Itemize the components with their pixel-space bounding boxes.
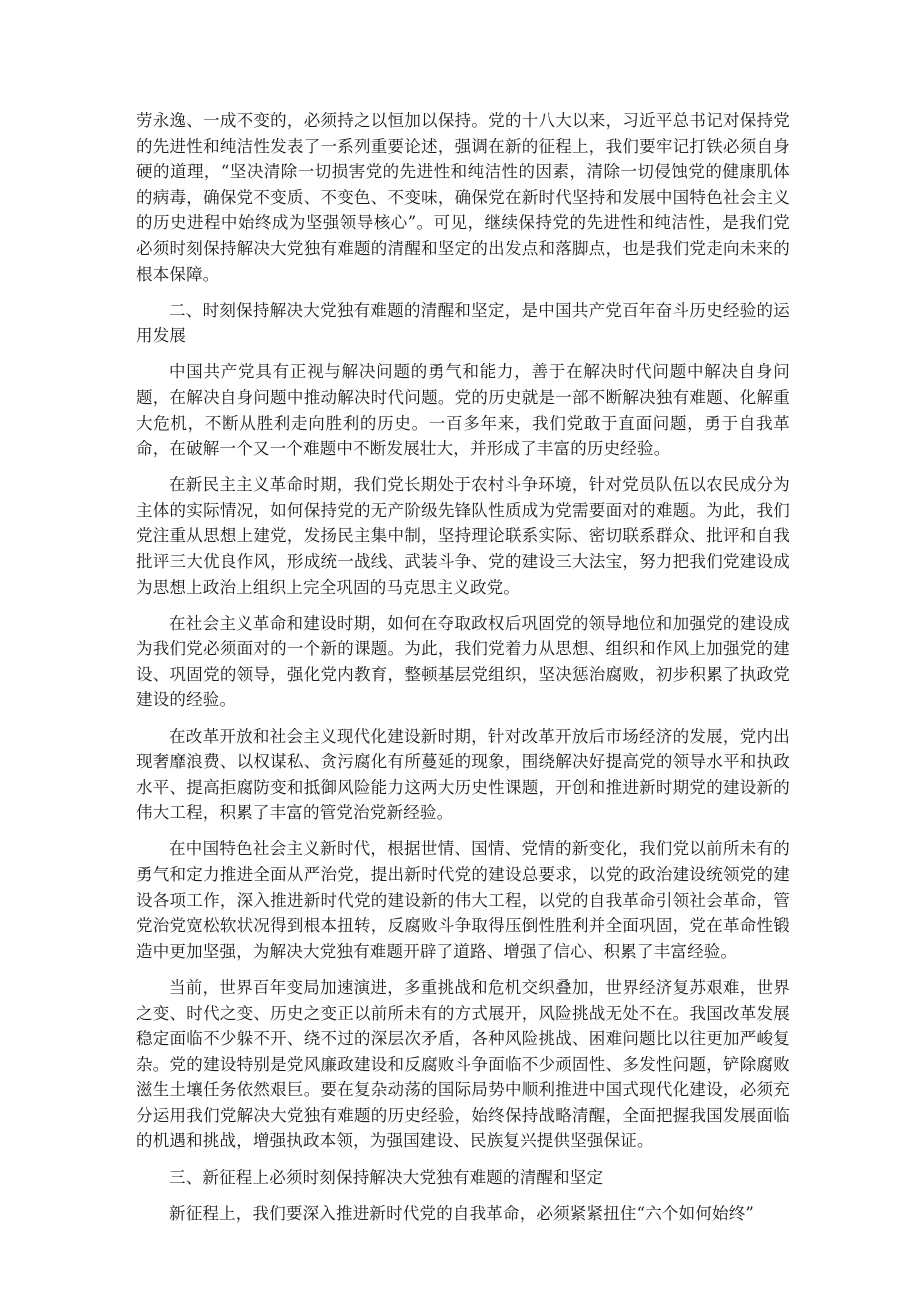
document-body <box>136 108 790 1237</box>
paragraph: 当前，世界百年变局加速演进，多重挑战和危机交织叠加，世界经济复苏艰难，世界之变、时代之变、历史之变正以前所未有的方式展开，风险挑战无处不在。我国改革发展稳定面临不少躲不开、绕不过的深层次矛盾，各种风险挑战、困难问题比以往更加严峻复杂。党的建设特别是党风廉政建设和反腐败斗争面临不少顽固性、多发性问题，铲除腐败滋生土壤任务依然艰巨。要在复杂动荡的国际局势中顺利推进中国式现代化建设，必须充分运用我们党解决大党独有难题的历史经验，始终保持战略清醒，全面把握我国发展面临的机遇和挑战，增强执政本领，为强国建设、民族复兴提供坚强保证。 <box>136 977 790 1151</box>
paragraph-continuation: 劳永逸、一成不变的，必须持之以恒加以保持。党的十八大以来，习近平总书记对保持党的先进性和纯洁性发表了一系列重要论述，强调在新的征程上，我们要牢记打铁必须自身硬的道理，“坚决清除一切损害党的先进性和纯洁性的因素，清除一切侵蚀党的健康肌体的病毒，确保党不变质、不变色、不变味，确保党在新时代坚持和发展中国特色社会主义的历史进程中始终成为坚强领导核心”。可见，继续保持党的先进性和纯洁性，是我们党必须时刻保持解决大党独有难题的清醒和坚定的出发点和落脚点，也是我们党走向未来的根本保障。 <box>136 111 790 284</box>
paragraph: 在改革开放和社会主义现代化建设新时期，针对改革开放后市场经济的发展，党内出现奢靡浪费、以权谋私、贪污腐化有所蔓延的现象，围绕解决好提高党的领导水平和执政水平、提高拒腐防变和抵御风险能力这两大历史性课题，开创和推进新时期党的建设新的伟大工程，积累了丰富的管党治党新经验。 <box>136 726 790 823</box>
paragraph: 在新民主主义革命时期，我们党长期处于农村斗争环境，针对党员队伍以农民成分为主体的实际情况，如何保持党的无产阶级先锋队性质成为党需要面对的难题。为此，我们党注重从思想上建党，发扬民主集中制，坚持理论联系实际、密切联系群众、批评和自我批评三大优良作风，形成统一战线、武装斗争、党的建设三大法宝，努力把我们党建设成为思想上政治上组织上完全巩固的马克思主义政党。 <box>136 475 790 597</box>
section-heading-3: 三、新征程上必须时刻保持解决大党独有难题的清醒和坚定 <box>169 1167 604 1187</box>
section-heading-2: 二、时刻保持解决大党独有难题的清醒和坚定，是中国共产党百年奋斗历史经验的运用发展 <box>136 300 790 346</box>
paragraph: 在社会主义革命和建设时期，如何在夺取政权后巩固党的领导地位和加强党的建设成为我们党必须面对的一个新的课题。为此，我们党着力从思想、组织和作风上加强党的建设、巩固党的领导，强化党内教育，整顿基层党组织，坚决惩治腐败，初步积累了执政党建设的经验。 <box>136 613 790 710</box>
paragraph: 中国共产党具有正视与解决问题的勇气和能力，善于在解决时代问题中解决自身问题，在解决自身问题中推动解决时代问题。党的历史就是一部不断解决独有难题、化解重大危机，不断从胜利走向胜利的历史。一百多年来，我们党敢于直面问题，勇于自我革命，在破解一个又一个难题中不断发展壮大，并形成了丰富的历史经验。 <box>136 362 790 459</box>
paragraph: 在中国特色社会主义新时代，根据世情、国情、党情的新变化，我们党以前所未有的勇气和定力推进全面从严治党，提出新时代党的建设总要求，以党的政治建设统领党的建设各项工作，深入推进新时代党的建设新的伟大工程，以党的自我革命引领社会革命，管党治党宽松软状况得到根本扭转，反腐败斗争取得压倒性胜利并全面巩固，党在革命性锻造中更加坚强，为解决大党独有难题开辟了道路、增强了信心、积累了丰富经验。 <box>136 839 790 961</box>
paragraph: 新征程上，我们要深入推进新时代党的自我革命，必须紧紧扭住“六个如何始终” <box>169 1203 755 1223</box>
